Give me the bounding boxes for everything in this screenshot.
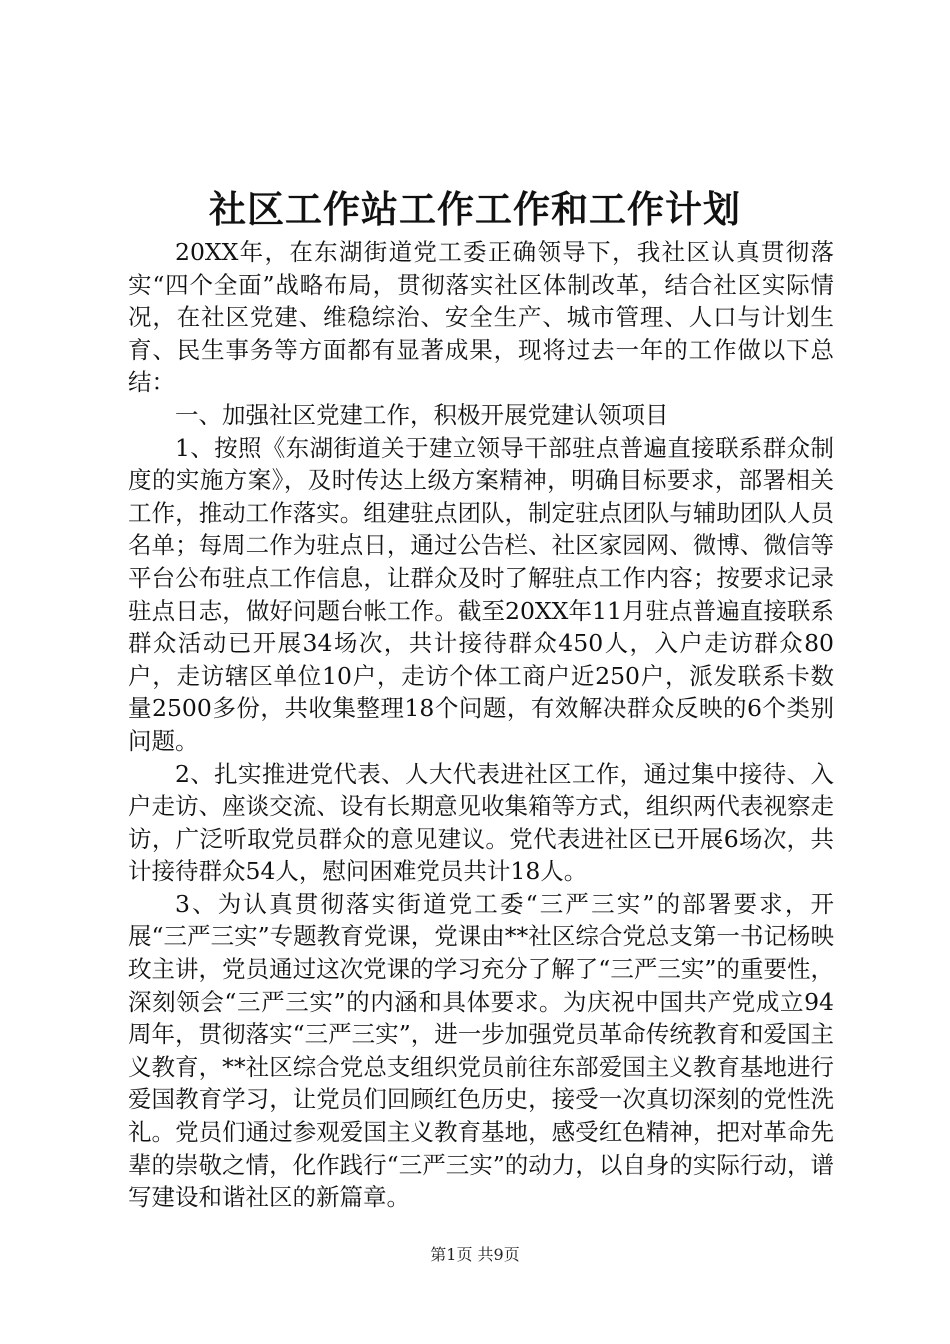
paragraph-item-1: 1、按照《东湖街道关于建立领导干部驻点普遍直接联系群众制度的实施方案》，及时传达上级方案精神，明确目标要求，部署相关工作，推动工作落实。组建驻点团队，制定驻点团队与辅助团队人员名单；每周二作为驻点日，通过公告栏、社区家园网、微博、微信等平台公布驻点工作信息，让群众及时了解驻点工作内容；按要求记录驻点日志，做好问题台帐工作。截至20XX年11月驻点普遍直接联系群众活动已开展34场次，共计接待群众450人，入户走访群众80户，走访辖区单位10户，走访个体工商户近250户，派发联系卡数量2500多份，共收集整理18个问题，有效解决群众反映的6个类别问题。	[128, 433, 834, 755]
document-body	[128, 236, 834, 1214]
paragraph-item-2: 2、扎实推进党代表、人大代表进社区工作，通过集中接待、入户走访、座谈交流、设有长期意见收集箱等方式，组织两代表视察走访，广泛听取党员群众的意见建议。党代表进社区已开展6场次，共计接待群众54人，慰问困难党员共计18人。	[128, 759, 834, 886]
section-heading: 一、加强社区党建工作，积极开展党建认领项目	[175, 400, 669, 429]
page-footer: 第1页 共9页	[430, 1245, 520, 1264]
paragraph-item-3: 3、为认真贯彻落实街道党工委“三严三实”的部署要求，开展“三严三实”专题教育党课，党课由**社区综合党总支第一书记杨映玫主讲，党员通过这次党课的学习充分了解了“三严三实”的重要性，深刻领会“三严三实”的内涵和具体要求。为庆祝中国共产党成立94周年，贯彻落实“三严三实”，进一步加强党员革命传统教育和爱国主义教育，**社区综合党总支组织党员前往东部爱国主义教育基地进行爱国教育学习，让党员们回顾红色历史，接受一次真切深刻的党性洗礼。党员们通过参观爱国主义教育基地，感受红色精神，把对革命先辈的崇敬之情，化作践行“三严三实”的动力，以自身的实际行动，谱写建设和谐社区的新篇章。	[128, 889, 834, 1212]
document-title: 社区工作站工作工作和工作计划	[209, 187, 741, 231]
paragraph-intro: 20XX年，在东湖街道党工委正确领导下，我社区认真贯彻落实“四个全面”战略布局，贯彻落实社区体制改革，结合社区实际情况，在社区党建、维稳综治、安全生产、城市管理、人口与计划生育、民生事务等方面都有显著成果，现将过去一年的工作做以下总结：	[128, 238, 834, 397]
